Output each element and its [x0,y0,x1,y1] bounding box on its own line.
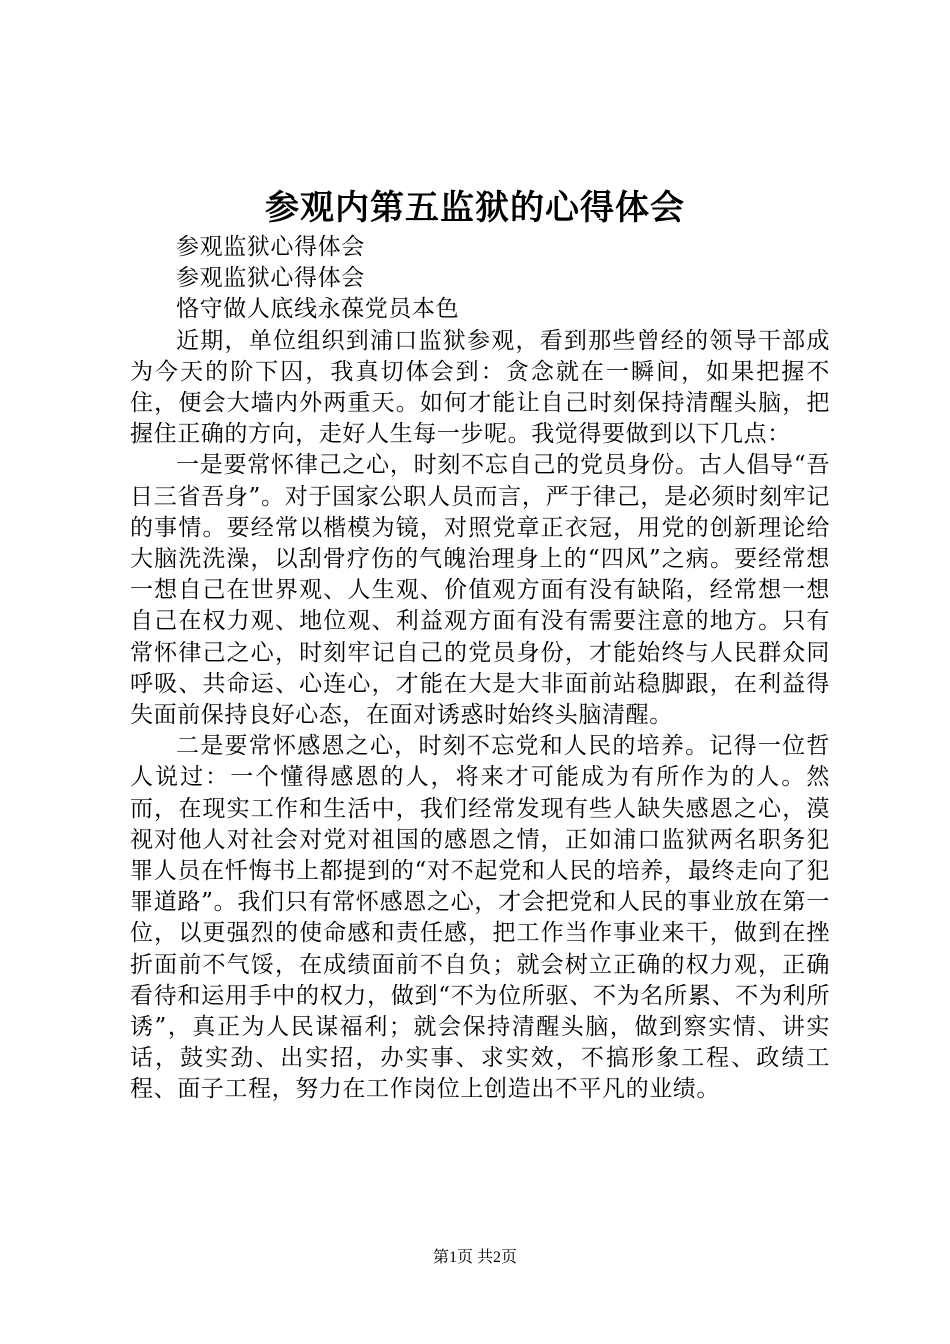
subtitle-line: 参观监狱心得体会 [176,265,365,292]
subtitle-line: 参观监狱心得体会 [176,234,365,260]
document-title: 参观内第五监狱的心得体会 [265,188,685,228]
document-body [130,232,830,1106]
body-paragraph: 二是要常怀感恩之心，时刻不忘党和人民的培养。记得一位哲人说过：一个懂得感恩的人，将来才可能成为有所作为的人。然而，在现实工作和生活中，我们经常发现有些人缺失感恩之心，漠视对他人对社会对党对祖国的感恩之情，正如浦口监狱两名职务犯罪人员在忏悔书上都提到的“对不起党和人民的培养，最终走向了犯罪道路”。我们只有常怀感恩之心，才会把党和人民的事业放在第一位，以更强烈的使命感和责任感，把工作当作事业来干，做到在挫折面前不气馁，在成绩面前不自负；就会树立正确的权力观，正确看待和运用手中的权力，做到“不为位所驱、不为名所累、不为利所诱”，真正为人民谋福利；就会保持清醒头脑，做到察实情、讲实话，鼓实劲、出实招，办实事、求实效，不搞形象工程、政绩工程、面子工程，努力在工作岗位上创造出不平凡的业绩。 [130,733,830,1103]
subtitle-line: 恪守做人底线永葆党员本色 [176,296,460,323]
body-paragraph: 近期，单位组织到浦口监狱参观，看到那些曾经的领导干部成为今天的阶下囚，我真切体会到：贪念就在一瞬间，如果把握不住，便会大墙内外两重天。如何才能让自己时刻保持清醒头脑，把握住正确的方向，走好人生每一步呢。我觉得要做到以下几点： [130,327,830,448]
page-number-footer: 第1页 共2页 [432,1249,517,1266]
body-paragraph: 一是要常怀律己之心，时刻不忘自己的党员身份。古人倡导“吾日三省吾身”。对于国家公职人员而言，严于律己，是必须时刻牢记的事情。要经常以楷模为镜，对照党章正衣冠，用党的创新理论给大脑洗洗澡，以刮骨疗伤的气魄治理身上的“四风”之病。要经常想一想自己在世界观、人生观、价值观方面有没有缺陷，经常想一想自己在权力观、地位观、利益观方面有没有需要注意的地方。只有常怀律己之心，时刻牢记自己的党员身份，才能始终与人民群众同呼吸、共命运、心连心，才能在大是大非面前站稳脚跟，在利益得失面前保持良好心态，在面对诱惑时始终头脑清醒。 [130,452,830,729]
